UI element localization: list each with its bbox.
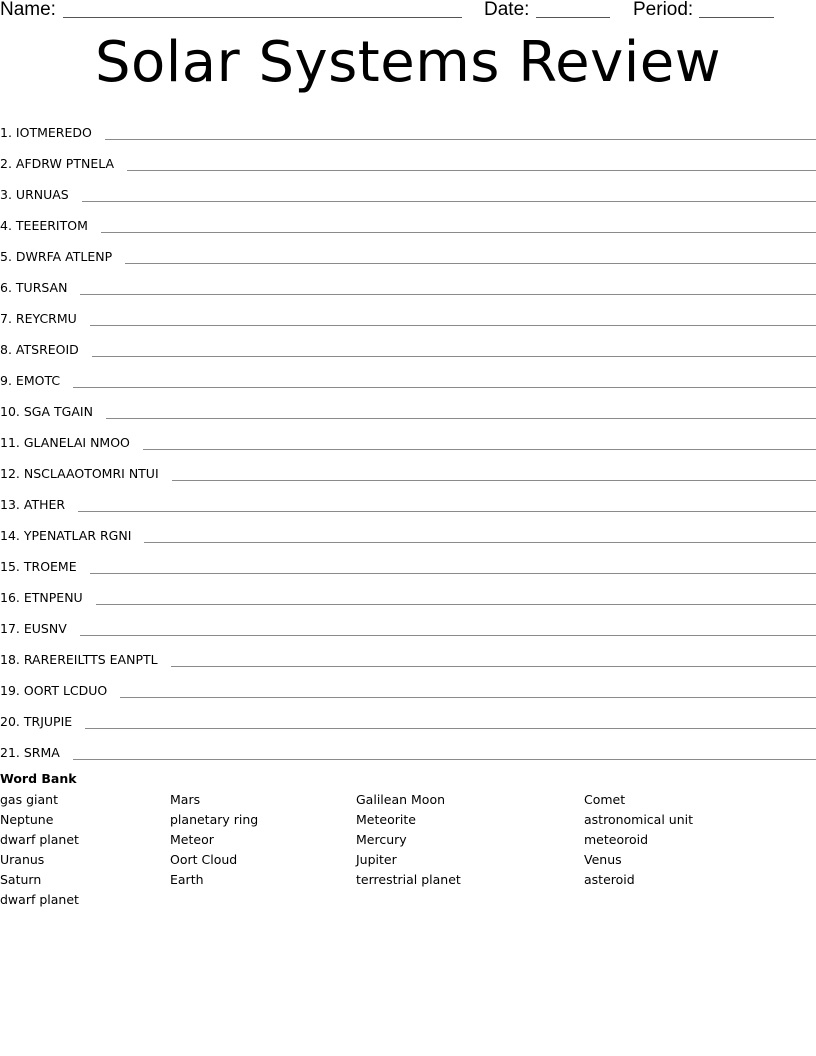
- question-number: 12.: [0, 466, 20, 481]
- question-row: [0, 730, 816, 761]
- scrambled-word: IOTMEREDO: [15, 125, 92, 140]
- word-bank-item: Jupiter: [356, 852, 397, 867]
- question-row: [0, 606, 816, 637]
- question-text: [0, 590, 83, 606]
- answer-line[interactable]: [80, 294, 816, 295]
- question-row: [0, 575, 816, 606]
- question-number: 10.: [0, 404, 20, 419]
- question-row: [0, 296, 816, 327]
- question-row: [0, 420, 816, 451]
- question-text: [0, 683, 107, 699]
- question-row: [0, 172, 816, 203]
- scrambled-word: TEEERITOM: [15, 218, 88, 233]
- question-text: [0, 373, 60, 389]
- question-text: [0, 342, 79, 358]
- question-row: [0, 668, 816, 699]
- scrambled-word: DWRFA ATLENP: [15, 249, 113, 264]
- date-label: Date:: [484, 0, 530, 20]
- question-row: [0, 513, 816, 544]
- word-bank-item: terrestrial planet: [356, 872, 461, 887]
- word-bank-item: dwarf planet: [0, 892, 79, 907]
- scrambled-word: GLANELAI NMOO: [23, 435, 130, 450]
- question-number: 6.: [0, 280, 12, 295]
- question-row: [0, 110, 816, 141]
- word-bank-item: dwarf planet: [0, 832, 79, 847]
- word-bank-item: Galilean Moon: [356, 792, 446, 807]
- scrambled-word: URNUAS: [15, 187, 69, 202]
- word-bank-item: meteoroid: [584, 832, 649, 847]
- question-number: 3.: [0, 187, 12, 202]
- answer-line[interactable]: [171, 666, 816, 667]
- question-number: 16.: [0, 590, 20, 605]
- scrambled-word: NSCLAAOTOMRI NTUI: [23, 466, 159, 481]
- question-list: [0, 110, 816, 761]
- question-text: [0, 249, 112, 265]
- question-number: 2.: [0, 156, 12, 171]
- scrambled-word: YPENATLAR RGNI: [23, 528, 132, 543]
- question-text: [0, 559, 77, 575]
- answer-line[interactable]: [96, 604, 816, 605]
- question-number: 18.: [0, 652, 20, 667]
- word-bank-column: [356, 790, 461, 890]
- answer-line[interactable]: [73, 759, 816, 760]
- answer-line[interactable]: [105, 139, 816, 140]
- question-text: [0, 156, 114, 172]
- word-bank-item: Earth: [170, 872, 204, 887]
- word-bank-column: [170, 790, 258, 890]
- name-label: Name:: [0, 0, 56, 20]
- question-row: [0, 234, 816, 265]
- answer-line[interactable]: [120, 697, 816, 698]
- answer-line[interactable]: [90, 325, 816, 326]
- word-bank-item: Neptune: [0, 812, 54, 827]
- period-field[interactable]: [699, 17, 774, 18]
- question-number: 1.: [0, 125, 12, 140]
- word-bank-item: Meteor: [170, 832, 214, 847]
- date-field[interactable]: [536, 17, 610, 18]
- question-number: 5.: [0, 249, 12, 264]
- scrambled-word: ATHER: [23, 497, 66, 512]
- answer-line[interactable]: [172, 480, 816, 481]
- question-row: [0, 637, 816, 668]
- question-row: [0, 389, 816, 420]
- answer-line[interactable]: [90, 573, 816, 574]
- word-bank: [0, 770, 816, 918]
- word-bank-item: Meteorite: [356, 812, 416, 827]
- question-text: [0, 745, 60, 761]
- scrambled-word: REYCRMU: [15, 311, 77, 326]
- word-bank-grid: [0, 788, 816, 918]
- answer-line[interactable]: [82, 201, 816, 202]
- answer-line[interactable]: [101, 232, 816, 233]
- scrambled-word: ETNPENU: [23, 590, 83, 605]
- word-bank-item: Saturn: [0, 872, 42, 887]
- question-text: [0, 621, 67, 637]
- answer-line[interactable]: [73, 387, 816, 388]
- question-row: [0, 141, 816, 172]
- question-number: 15.: [0, 559, 20, 574]
- question-text: [0, 125, 92, 141]
- scrambled-word: OORT LCDUO: [23, 683, 108, 698]
- question-text: [0, 497, 65, 513]
- question-number: 7.: [0, 311, 12, 326]
- scrambled-word: TRJUPIE: [23, 714, 73, 729]
- question-text: [0, 218, 88, 234]
- question-number: 19.: [0, 683, 20, 698]
- scrambled-word: TROEME: [23, 559, 77, 574]
- question-row: [0, 699, 816, 730]
- answer-line[interactable]: [143, 449, 816, 450]
- question-number: 4.: [0, 218, 12, 233]
- answer-line[interactable]: [80, 635, 816, 636]
- worksheet-header: [0, 0, 816, 22]
- answer-line[interactable]: [92, 356, 816, 357]
- scrambled-word: TURSAN: [15, 280, 68, 295]
- scrambled-word: SGA TGAIN: [23, 404, 93, 419]
- scrambled-word: EMOTC: [15, 373, 61, 388]
- question-row: [0, 482, 816, 513]
- word-bank-item: Mercury: [356, 832, 407, 847]
- question-row: [0, 451, 816, 482]
- word-bank-item: planetary ring: [170, 812, 259, 827]
- question-row: [0, 358, 816, 389]
- question-number: 11.: [0, 435, 20, 450]
- question-text: [0, 404, 93, 420]
- question-number: 14.: [0, 528, 20, 543]
- question-number: 8.: [0, 342, 12, 357]
- question-number: 9.: [0, 373, 12, 388]
- word-bank-item: Venus: [584, 852, 622, 867]
- question-text: [0, 187, 69, 203]
- word-bank-column: [584, 790, 693, 890]
- question-number: 13.: [0, 497, 20, 512]
- word-bank-item: Oort Cloud: [170, 852, 238, 867]
- word-bank-item: gas giant: [0, 792, 58, 807]
- question-number: 21.: [0, 745, 20, 760]
- word-bank-title: Word Bank: [0, 771, 77, 786]
- question-row: [0, 203, 816, 234]
- answer-line[interactable]: [106, 418, 816, 419]
- question-text: [0, 280, 67, 296]
- word-bank-item: Mars: [170, 792, 201, 807]
- scrambled-word: SRMA: [23, 745, 60, 760]
- scrambled-word: RAREREILTTS EANPTL: [23, 652, 158, 667]
- question-number: 20.: [0, 714, 20, 729]
- question-row: [0, 265, 816, 296]
- name-field[interactable]: [63, 17, 462, 18]
- question-row: [0, 544, 816, 575]
- answer-line[interactable]: [144, 542, 816, 543]
- word-bank-item: astronomical unit: [584, 812, 694, 827]
- answer-line[interactable]: [127, 170, 816, 171]
- answer-line[interactable]: [85, 728, 816, 729]
- question-text: [0, 435, 130, 451]
- question-text: [0, 528, 131, 544]
- word-bank-item: Uranus: [0, 852, 45, 867]
- scrambled-word: ATSREOID: [15, 342, 79, 357]
- question-text: [0, 466, 159, 482]
- question-number: 17.: [0, 621, 20, 636]
- scrambled-word: EUSNV: [23, 621, 67, 636]
- period-label: Period:: [633, 0, 694, 20]
- question-text: [0, 714, 72, 730]
- word-bank-column: [0, 790, 79, 910]
- word-bank-item: asteroid: [584, 872, 635, 887]
- question-text: [0, 311, 77, 327]
- word-bank-item: Comet: [584, 792, 626, 807]
- question-text: [0, 652, 158, 668]
- scrambled-word: AFDRW PTNELA: [15, 156, 115, 171]
- question-row: [0, 327, 816, 358]
- answer-line[interactable]: [78, 511, 816, 512]
- page-title: Solar Systems Review: [94, 30, 722, 95]
- answer-line[interactable]: [125, 263, 816, 264]
